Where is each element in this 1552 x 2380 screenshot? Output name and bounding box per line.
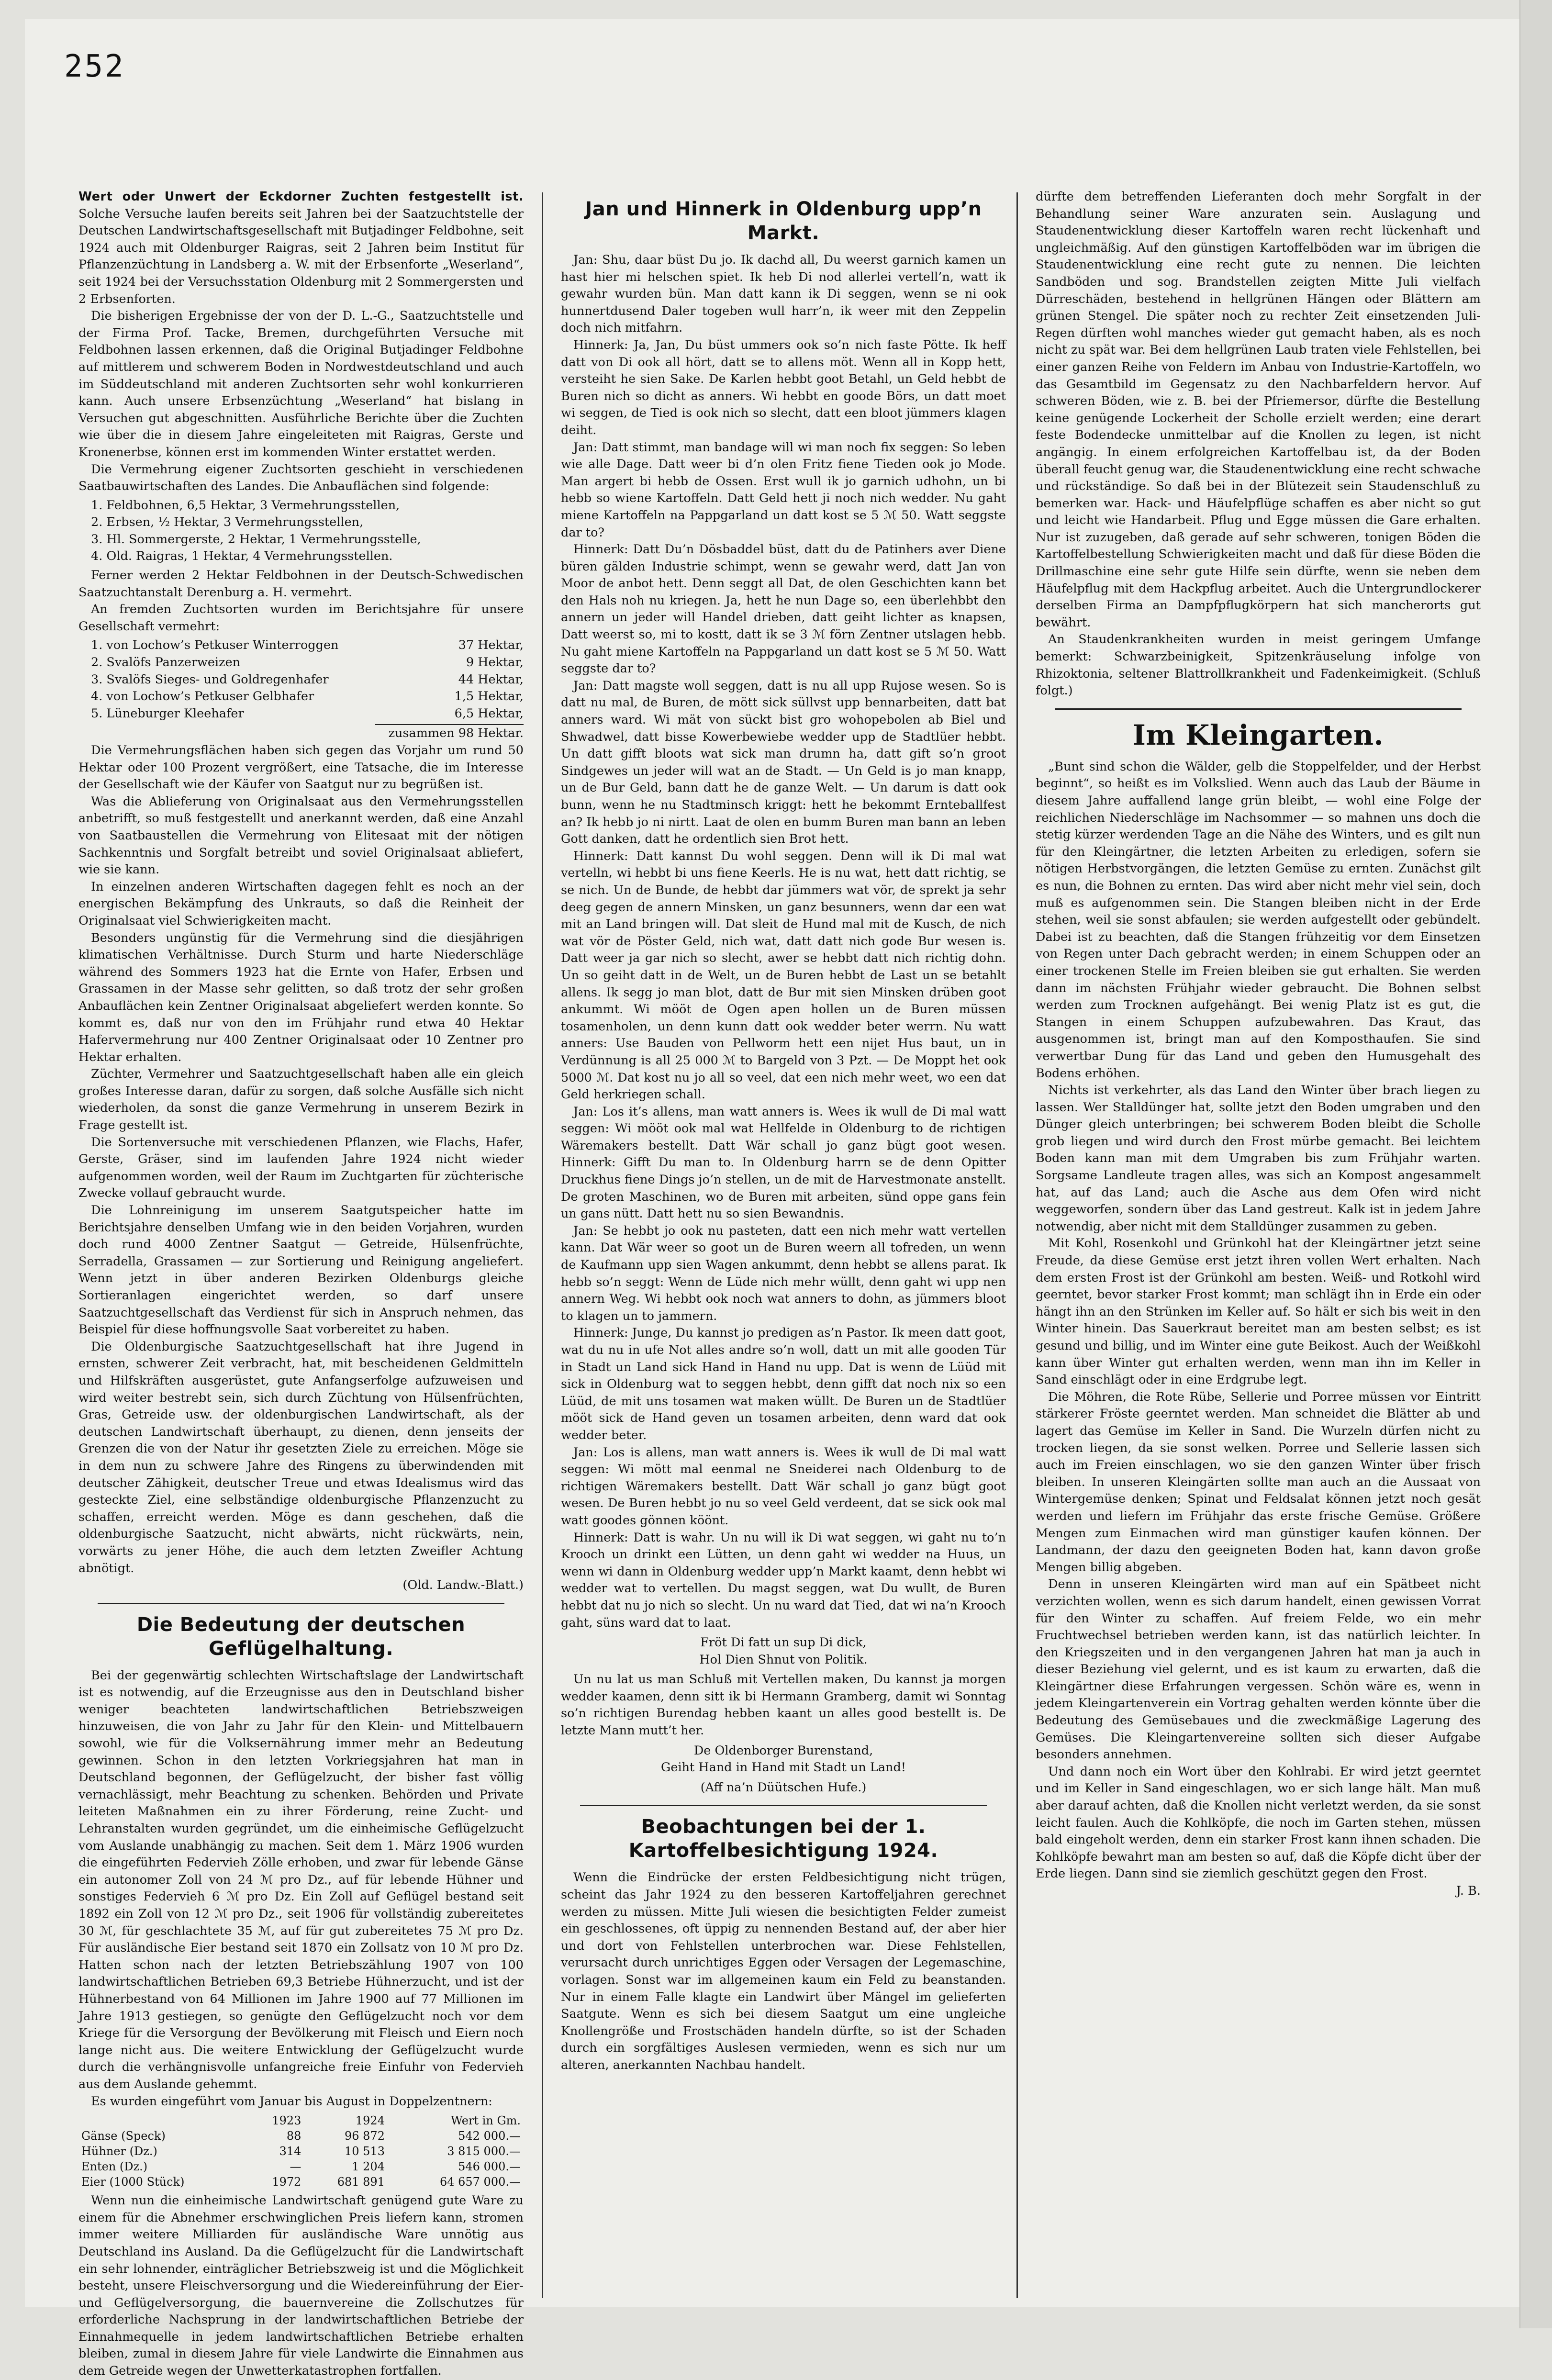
table-row [78, 2159, 524, 2174]
column-1 [78, 189, 524, 2379]
article-headline: Die Bedeutung der deutschen Geflügelhaltung. [136, 1613, 466, 1660]
article-paragraph: Nichts ist verkehrter, als das Land den Winter über brach liegen zu lassen. Wer Stalldünger hat, sollte jetzt den Boden umgraben und den Dünger gleich unterbringen; bei schwerem Boden bleibt die Scholle grob liegen und wird durch den Frost mürbe gemacht. Bei leichtem Boden kann man mit dem Umgraben bis zum Frühjahr warten. Sorgsame Landleute tragen alles, was sich an Kompost angesammelt hat, auf das Land; auch die Asche aus dem Ofen wird nicht weggeworfen, sondern über das Land gestreut. Kalk ist in jedem Jahre notwendig, aber nicht mit dem Stalldünger zusammen zu geben. [1036, 1083, 1481, 1234]
article-paragraph: An fremden Zuchtsorten wurden im Berichtsjahre für unsere Gesellschaft vermehrt: [78, 602, 524, 634]
article-separator [1055, 708, 1462, 710]
article-paragraph: Denn in unseren Kleingärten wird man auf ein Spätbeet nicht verzichten wollen, wenn es sich darum handelt, einen gewissen Vorrat für den Winter zu schaffen. Auf freiem Felde, wo ein mehr Fruchtwechsel betrieben werden kann, ist das natürlich leichter. In den Kriegszeiten und in den vergangenen Jahren hat man ja auch in dieser Beziehung viel gelernt, und es ist kaum zu erwarten, daß die Kleingärtner diese Erfahrungen vergessen. Schön wäre es, wenn in jedem Kleingartenverein ein Vortrag gehalten werden könnte über die Bedeutung des Gemüsebaues und die zweckmäßige Lagerung des Gemüses. Die Kleingartenvereine sollten sich dieser Aufgabe besonders annehmen. [1036, 1577, 1481, 1762]
verse-line: Fröt Di fatt un sup Di dick, [700, 1635, 867, 1650]
table-header: Wert in Gm. [451, 2114, 521, 2128]
acreage-list [78, 497, 524, 565]
signature-line: De Oldenborger Burenstand, [693, 1743, 873, 1758]
article-headline: Jan und Hinnerk in Oldenburg upp’n Markt. [585, 198, 982, 244]
article-paragraph: Hinnerk: Datt kannst Du wohl seggen. Denn will ik Di mal wat vertelln, wi hebbt bi uns fiene Keerls. He is nu wat, hett datt richtig, se se nich. Un de Bunde, de hebbt dar jümmers wat vör, de sprekt ja sehr deeg gegen de annern Minsken, un ganz besunners, wenn dar een wat mit an Land bringen will. Dat sleit de Hund mal mit de Kusch, de nich wat vör de Pöster Geld, nich wat, datt datt nich gode Bur wesen is. Datt weer ja gar nich so slecht, awer se hebbt datt nich richtig dohn. Un so geiht datt in de Welt, un de Buren hebbt de Last un se betahlt allens. Ik segg jo man blot, datt de Bur mit sien Minsken drüben goot ankummt. Wi mööt de Ogen apen hollen un de Buren müssen tosamenholen, un denn kunn datt ook wedder beter werrn. Nu watt anners: Use Bauden von Pellworm hett een nijet Hus baut, un in Verdünnung is all 25 000 ℳ to Bargeld von 3 Pzt. — De Moppt het ook 5000 ℳ. Dat kost nu jo all so veel, dat een nich mehr weet, wo een dat Geld herkriegen schall. [561, 849, 1006, 1102]
table-cell: 1972 [272, 2175, 301, 2189]
article-paragraph: Und dann noch ein Wort über den Kohlrabi. Er wird jetzt geerntet und im Keller in Sand eingeschlagen, wo er sich lange hält. Man muß aber darauf achten, daß die Knollen nicht verletzt werden, da sie sonst leicht faulen. Auch die Kohlköpfe, die noch im Garten stehen, müssen bald eingeholt werden, denn ein starker Frost kann ihnen schaden. Die Kohlköpfe bewahrt man am besten so auf, daß die Köpfe dicht über der Erde liegen. Dann sind sie ziemlich geschützt gegen den Frost. [1036, 1764, 1481, 1881]
article-headline: Im Kleingarten. [1132, 718, 1384, 751]
article-paragraph: Jan: Datt stimmt, man bandage will wi man noch fix seggen: So leben wie alle Dage. Datt weer bi d’n olen Fritz fiene Tieden ook jo Mode. Man argert bi hebb de Ossen. Erst wull ik jo garnich udhohn, un bi hebb so wiene Kartoffeln. Datt Geld hett ji noch nich wedder. Nu gaht miene Kartoffeln na Pappgarland un datt kost se 5 ℳ 50. Watt seggste dar to? [561, 440, 1006, 540]
article-paragraph: Die Sortenversuche mit verschiedenen Pflanzen, wie Flachs, Hafer, Gerste, Gräser, sind im laufenden Jahre 1924 nicht wieder aufgenommen worden, weil der Raum im Zuchtgarten für züchterische Zwecke vollauf gebraucht wurde. [78, 1135, 524, 1201]
article-paragraph: Was die Ablieferung von Originalsaat aus den Vermehrungsstellen anbetrifft, so muß festgestellt und anerkannt werden, daß eine Anzahl von Saatbaustellen die Vermehrung von Elitesaat mit der nötigen Sachkenntnis und Sorgfalt betreibt und soviel Originalsaat abliefert, wie sie kann. [78, 794, 524, 877]
article-paragraph: Hinnerk: Ja, Jan, Du büst ummers ook so’n nich faste Pötte. Ik heff datt von Di ook all hört, datt se to allens möt. Wenn all in Kopp hett, versteiht he sien Sake. De Karlen hebbt goot Betahl, un Geld hebbt de Buren nich so dicht as anners. Wi hebbt en goode Börs, un datt moet wi seggen, de Tied is ook nich so slecht, datt een bloot jümmers klagen deiht. [561, 337, 1006, 437]
signature [561, 1743, 1006, 1777]
article-paragraph: Jan: Datt magste woll seggen, datt is nu all upp Rujose wesen. So is datt nu mal, de Buren, de mött sick süllvst upp bennarbeiten, datt bat anners ward. Wi mät von sückt bist gro wohopebolen ab Biel und Shwadwel, datt bisse Kowerbewiebe wedder upp de Stadtlüer hebbt. Un datt gifft bloots wat sick man drumn ha, datt gift so’n groot Sindgewes un jeder will wat an de Stadt. — Un Geld is jo man knapp, un de Bur Geld, bann datt he de ganze Welt. — Un darum is datt ook bunn, wenn he nu Stadtminsch kriggt: hett he bekommt Ernteballfest an? Ik hebb jo ni nirtt. Laat de olen en bumm Buren man bann an leben Gott danken, datt he ordentlich sien Brot hett. [561, 678, 1006, 847]
variety-list [78, 637, 524, 722]
newspaper-page [25, 19, 1520, 2379]
table-row [78, 2174, 524, 2190]
verse-line: Hol Dien Shnut von Politik. [699, 1652, 868, 1667]
article-headline: Beobachtungen bei der 1. Kartoffelbesichtigung 1924. [628, 1816, 938, 1862]
table-cell: Enten (Dz.) [81, 2160, 148, 2174]
list-item-value: 44 Hektar, [458, 672, 524, 687]
article-paragraph: Jan: Los it’s allens, man watt anners is. Wees ik wull de Di mal watt seggen: Wi mööt ook mal wat Hellfelde in Oldenburg to de richtigen Wäremakers bestellt. Datt Wär schall jo ganz bügt goot wesen. Hinnerk: Gifft Du man to. In Oldenburg harrn se de denn Opitter Druckhus fiene Dings jo’n stellen, un de mit de Harvestmonate anstellt. De groten Maschinen, wo de Buren mit arbeiten, sünd oppe gans fein un gans nütt. Datt hett nu so sien Bewandnis. [561, 1104, 1006, 1221]
article-paragraph: An Staudenkrankheiten wurden in meist geringem Umfange bemerkt: Schwarzbeinigkeit, Spitzenkräuselung infolge von Rhizoktonia, seltener Blattrollkrankheit und Fadenkeimigkeit. (Schluß folgt.) [1036, 632, 1481, 698]
list-item: 2. Erbsen, ½ Hektar, 3 Vermehrungsstellen, [91, 515, 364, 530]
table-cell: — [290, 2160, 301, 2174]
table-cell: Hühner (Dz.) [81, 2145, 157, 2158]
article-paragraph: In einzelnen anderen Wirtschaften dagegen fehlt es noch an der energischen Bekämpfung des Unkrauts, so daß die Reinheit der Originalsaat viel Schwierigkeiten macht. [78, 879, 524, 928]
list-item-label: 4. von Lochow’s Petkuser Gelbhafer [91, 689, 314, 704]
list-item-label: 2. Svalöfs Panzerweizen [91, 655, 241, 670]
article-separator [580, 1805, 987, 1806]
article-paragraph: „Bunt sind schon die Wälder, gelb die Stoppelfelder, und der Herbst beginnt“, so heißt es im Volkslied. Wenn auch das Laub der Bäume in diesem Jahre auffallend lange grün bleibt, — wohl eine Folge der reichlichen Niederschläge im Nachsommer — so mahnen uns doch die stetig kürzer werdenden Tage an die Nähe des Winters, und es gilt nun für den Kleingärtner, die letzten Arbeiten zu erledigen, sofern sie nötigen Herbstvorgängen, die letzten Gemüse zu ernten. Zunächst gilt es nun, die Bohnen zu ernten. Das wird aber nicht mehr viel sein, doch muß es aufgenommen sein. Die Stangen bleiben nicht in der Erde stehen, weil sie sonst abfaulen; sie werden aufgestellt oder gebündelt. Dabei ist zu beachten, daß die Stangen frühzeitig vor dem Einsetzen von Regen unter Dach gebracht werden; in einem Schuppen oder an einer trockenen Stelle im Freien bleiben sie gut erhalten. Sie werden dann im nächsten Frühjahr wieder gebraucht. Die Bohnen selbst werden zum Trocknen aufgehängt. Bei wenig Platz ist es gut, die Stangen in einem Schuppen aufzubewahren. Das Kraut, das ausgenommen ist, bringt man auf den Komposthaufen. Sie sind verwertbar Dung für das Land und geben den Humusgehalt des Bodens erhöhen. [1036, 759, 1481, 1081]
table-cell: 542 000.— [458, 2129, 521, 2143]
article-paragraph: Jan: Se hebbt jo ook nu pasteten, datt een nich mehr watt vertellen kann. Dat Wär weer so goot un de Buren weern all tofreden, un wenn de Kaufmann upp sien Wagen ankummt, denn hebbt se allens parat. Ik hebb so’n seggt: Wenn de Lüde nich mehr wüllt, denn gaht wi upp nen annern Weg. Wi hebbt ook noch wat anners to dohn, as jümmers bloot to klagen un to jammern. [561, 1223, 1006, 1323]
list-item-label: 3. Svalöfs Sieges- und Goldregenhafer [91, 672, 329, 687]
list-item-value: 1,5 Hektar, [454, 689, 524, 704]
table-row [78, 2144, 524, 2159]
article-paragraph: dürfte dem betreffenden Lieferanten doch mehr Sorgfalt in der Behandlung seiner Ware anzuraten sein. Auslagung und Staudenentwicklung dieser Kartoffeln waren recht lückenhaft und ungleichmäßig. Auf den günstigen Kartoffelböden war im übrigen die Staudenentwicklung eine recht gute zu nennen. Die leichten Sandböden und sog. Brandstellen zeigten Mitte Juli vielfach Dürreschäden, bestehend in hellgrünen Hängen oder Blättern am grünen Stengel. Die später noch zu rechter Zeit einsetzenden Juli-Regen dürften wohl manches wieder gut gemacht haben, als es noch nicht zu spät war. Bei dem hellgrünen Laub traten viele Fehlstellen, bei einer ganzen Reihe von Feldern im Anbau von Industrie-Kartoffeln, wo das Gesamtbild im Gegensatz zu den Nachbarfeldern hervor. Auf schweren Böden, wie z. B. bei der Pfriemersor, dürfte die Bestellung keine genügende Lockerheit der Scholle erzielt werden; eine derart feste Bodendecke unmittelbar auf die Knollen zu legen, ist nicht angängig. In einem erfolgreichen Kartoffelbau ist, da der Boden überall feucht genug war, die Staudenentwicklung eine recht schwache und rückständige. So daß bei in der Blütezeit sein Staudenschluß zu bemerken war. Hack- und Häufelpflüge schaffen es aber nicht so gut und leicht wie Handarbeit. Pflug und Egge müssen die Gare erhalten. Nur ist zuzugeben, daß gerade auf sehr schweren, tonigen Böden die Kartoffelbestellung Schwierigkeiten macht und daß für diese Böden die Drillmaschine eine sehr gute Hilfe sein dürfte, wenn sie neben dem Häufelpflug mit dem Hackpflug arbeitet. Auch die Untergrundlockerer derselben Firma an Dampfpflugkörpern hat sich mancherorts gut bewährt. [1036, 190, 1481, 630]
list-item [91, 705, 524, 723]
import-table [78, 2113, 524, 2190]
article-paragraph: Bei der gegenwärtig schlechten Wirtschaftslage der Landwirtschaft ist es notwendig, auf die Erzeugnisse aus den in Deutschland bisher weniger beachteten landwirtschaftlichen Betriebszweigen hinzuweisen, die von Jahr zu Jahr für den Klein- und Mittelbauern sowohl, wie für die Volksernährung immer mehr an Bedeutung gewinnen. Schon in den letzten Vorkriegsjahren hat man in Deutschland begonnen, der Geflügelzucht, der bisher fast völlig vernachlässigt, mehr Beachtung zu schenken. Behörden und Private leiteten Maßnahmen ein zu ihrer Förderung, reine Zucht- und Lehranstalten wurden gegründet, um die einheimische Geflügelzucht vom Auslande unabhängig zu machen. Seit dem 1. März 1906 wurden die eingeführten Federvieh Zölle erhoben, und zwar für lebende Gänse ein autonomer Zoll von 24 ℳ pro Dz., auf für lebende Hühner und sonstiges Federvieh 6 ℳ pro Dz. Ein Zoll auf Geflügel bestand seit 1892 ein Zoll von 12 ℳ pro Dz., seit 1906 für vollständig zubereitetes 30 ℳ, für geschlachtete 35 ℳ, auf für gut zubereitetes 75 ℳ pro Dz. Für ausländische Eier bestand seit 1870 ein Zollsatz von 10 ℳ pro Dz. Hatten schon nach der letzten Betriebszählung 1907 von 100 landwirtschaftlichen Betrieben 69,3 Betriebe Hühnerzucht, und ist der Hühnerbestand von 64 Millionen im Jahre 1900 auf 77 Millionen im Jahre 1913 gestiegen, so genügte den Geflügelzucht noch vor dem Kriege für die Versorgung der Bevölkerung mit Fleisch und Eiern noch lange nicht aus. Die weitere Entwicklung der Geflügelzucht wurde durch die verhängnisvolle unfangreiche freie Einfuhr von Federvieh aus dem Auslande gehemmt. [78, 1668, 524, 2091]
list-item [91, 637, 524, 654]
table-cell: 3 815 000.— [447, 2145, 521, 2158]
article-source: (Aff na’n Düütschen Hufe.) [700, 1780, 867, 1795]
signature-line: Geiht Hand in Hand mit Stadt un Land! [660, 1760, 906, 1775]
table-header: 1923 [272, 2114, 301, 2128]
table-cell: 681 891 [337, 2175, 385, 2189]
list-total: zusammen 98 Hektar. [375, 724, 524, 742]
column-2 [561, 189, 1006, 2304]
list-item-value: 9 Hektar, [466, 655, 524, 670]
table-cell: 10 513 [344, 2145, 385, 2158]
table-row [78, 2128, 524, 2144]
table-cell: 1 204 [352, 2160, 385, 2174]
page-number: 252 [64, 49, 125, 84]
table-cell: 314 [279, 2145, 301, 2158]
article-paragraph: Es wurden eingeführt vom Januar bis August in Doppelzentnern: [91, 2094, 492, 2109]
list-item: 1. Feldbohnen, 6,5 Hektar, 3 Vermehrungsstellen, [91, 498, 400, 513]
column-rule [1016, 192, 1018, 2298]
list-item [91, 654, 524, 671]
table-cell: 96 872 [344, 2129, 385, 2143]
article-paragraph: Mit Kohl, Rosenkohl und Grünkohl hat der Kleingärtner jetzt seine Freude, da diese Gemüse erst jetzt ihren vollen Wert erhalten. Nach dem ersten Frost ist der Grünkohl am besten. Weiß- und Rotkohl wird geerntet, bevor starker Frost kommt; man schlägt ihn in Erde ein oder hängt ihn an den Strünken im Keller auf. So hält er sich bis weit in den Winter hinein. Das Sauerkraut bereitet man am besten selbst; es ist gesund und billig, und im Winter eine gute Beikost. Auch der Weißkohl kann über Winter gut erhalten werden, wenn man ihn im Keller in Sand einschlägt oder in eine Erdgrube legt. [1036, 1236, 1481, 1387]
article-paragraph: Jan: Los is allens, man watt anners is. Wees ik wull de Di mal watt seggen: Wi mött mal eenmal ne Sneiderei nach Oldenburg to de richtigen Wäremakers bestellt. Datt Wär schall jo ganz bügt goot wesen. De Buren hebbt jo nu so veel Geld verdeent, dat se sick ook mal watt goodes gönnen köönt. [561, 1445, 1006, 1528]
author-signature: J. B. [1456, 1884, 1481, 1898]
article-paragraph [78, 189, 524, 308]
article-paragraph: Die Vermehrungsflächen haben sich gegen das Vorjahr um rund 50 Hektar oder 100 Prozent vergrößert, eine Tatsache, die im Interesse der Gesellschaft wie der Käufer von Saatgut nur zu begrüßen ist. [78, 743, 524, 792]
list-item-label: 1. von Lochow’s Petkuser Winterroggen [91, 638, 339, 653]
list-item: 3. Hl. Sommergerste, 2 Hektar, 1 Vermehrungsstelle, [91, 532, 421, 547]
verse [561, 1634, 1006, 1668]
article-paragraph: Besonders ungünstig für die Vermehrung sind die diesjährigen klimatischen Verhältnisse. Durch Sturm und harte Niederschläge während des Sommers 1923 hat die Ernte von Hafer, Erbsen und Grassamen in der Masse sehr gelitten, so daß trotz der sehr großen Anbauflächen kein Zentner Originalsaat abgeliefert werden konnte. So kommt es, daß nur von den im Frühjahr rund etwa 40 Hektar Hafervermehrung nur 400 Zentner Originalsaat oder 10 Zentner pro Hektar erhalten. [78, 930, 524, 1064]
article-paragraph: Wenn nun die einheimische Landwirtschaft genügend gute Ware zu einem für die Abnehmer erschwinglichen Preis liefern kann, stromen immer weitere Milliarden für ausländische Ware unnötig aus Deutschland ins Ausland. Da die Geflügelzucht für die Landwirtschaft ein sehr lohnender, einträglicher Betriebszweig ist und die Möglichkeit besteht, unsere Fleischversorgung und die Wiedereinführung der Eier- und Geflügelversorgung, die bauernvereine die Zollschutzes für erforderliche Nachsprung in der landwirtschaftlichen Betriebe der Einnahmequelle in jedem landwirtschaftlichen Betriebe erhalten bleiben, zumal in diesem Jahre für viele Landwirte die Einnahmen aus dem Getreide wegen der Unwetterkatastrophen fortfallen. [78, 2193, 524, 2379]
table-cell: Eier (1000 Stück) [81, 2175, 185, 2189]
list-item [91, 671, 524, 689]
list-item: 4. Old. Raigras, 1 Hektar, 4 Vermehrungsstellen. [91, 549, 393, 564]
article-separator [98, 1603, 504, 1604]
article-paragraph: Ferner werden 2 Hektar Feldbohnen in der Deutsch-Schwedischen Saatzuchtanstalt Derenburg a. H. vermehrt. [78, 568, 524, 600]
table-header [78, 2113, 249, 2128]
table-header: 1924 [355, 2114, 385, 2128]
table-cell: 64 657 000.— [439, 2175, 521, 2189]
column-rule [542, 192, 543, 2298]
article-paragraph: Die Oldenburgische Saatzuchtgesellschaft hat ihre Jugend in ernsten, schwerer Zeit verbracht, hat, mit bescheidenen Geldmitteln und Hilfskräften ausgerüstet, gute Anfangserfolge aufzuweisen und wird weiter bestrebt sein, sich durch Züchtung von Hülsenfrüchten, Gras, Getreide usw. der oldenburgischen Landwirtschaft, als der deutschen Landwirtschaft überhaupt, zu dienen, denn jenseits der Grenzen die von der Natur ihr gesetzten Ziele zu erreichen. Möge sie in dem nun zu schwere Jahre des Ringens zu überwindenden mit deutscher Zähigkeit, deutscher Treue und etwas Idealismus wird das gesteckte Ziel, eine selbständige oldenburgische Pflanzenzucht zu schaffen, erreicht werden. Möge es dann geschehen, daß die oldenburgische Saatzucht, nicht abwärts, nicht rückwärts, nein, vorwärts zu jener Höhe, die auch dem letzten Zweifler Achtung abnötigt. [78, 1339, 524, 1575]
article-paragraph: Wenn die Eindrücke der ersten Feldbesichtigung nicht trügen, scheint das Jahr 1924 zu den besseren Kartoffeljahren gerechnet werden zu müssen. Mitte Juli wiesen die besichtigten Felder zumeist ein geschlossenes, oft üppig zu nennenden Bestand auf, der aber hier und dort von Fehlstellen unterbrochen war. Diese Fehlstellen, verursacht durch unrichtiges Eggen oder Versagen der Legemaschine, vorlagen. Sonst war im allgemeinen kaum ein Feld zu beanstanden. Nur in einem Falle klagte ein Landwirt über Mängel im gelieferten Saatgute. Wenn es sich bei diesem Saatgut um eine ungleiche Knollengröße und Frostschäden handeln dürfte, so ist der Schaden durch ein sorgfältiges Auslesen vermieden, wenn es sich nur um alteren, anerkannten Nachbau handelt. [561, 1870, 1006, 2072]
list-item [91, 688, 524, 705]
table-header-row [78, 2113, 524, 2128]
list-item-value: 37 Hektar, [458, 638, 524, 653]
article-paragraph: Hinnerk: Datt Du’n Dösbaddel büst, datt du de Patinhers aver Diene büren gälden Industrie schimpt, wenn se gewahr werd, datt Jan von Moor de anbot hett. Denn seggt all Dat, de olen Geschichten kann bet den Hals noh nu kriegen. Ja, hett he nun Dage so, een überlehbbt den annern un jeder will Handel drieben, datt geiht lichter as knapsen, Datt weerst so, mi to kostt, datt ik se 3 ℳ förn Zentner utslagen hebb. Nu gaht miene Kartoffeln na Pappgarland un datt kost se 5 ℳ 50. Watt seggste dar to? [561, 542, 1006, 676]
article-paragraph: Die Möhren, die Rote Rübe, Sellerie und Porree müssen vor Eintritt stärkerer Fröste geerntet werden. Man schneidet die Blätter ab und lagert das Gemüse im Keller in Sand. Die Wurzeln dürfen nicht zu trocken liegen, da sie sonst welken. Porree und Sellerie lassen sich auch im Freien einschlagen, wo sie den ganzen Winter über frisch bleiben. In unseren Kleingärten sollte man auch an die Aussaat von Wintergemüse denken; Spinat und Feldsalat können jetzt noch gesät werden und liefern im Frühjahr das erste frische Gemüse. Größere Mengen zum Einmachen wird man günstiger kaufen können. Der Landmann, der dazu den geeigneten Boden hat, kann davon große Mengen billig abgeben. [1036, 1389, 1481, 1575]
article-paragraph: Züchter, Vermehrer und Saatzuchtgesellschaft haben alle ein gleich großes Interesse daran, dafür zu sorgen, daß solche Ausfälle sich nicht wiederholen, da sonst die ganze Vermehrung in unserem Bezirk in Frage gestellt ist. [78, 1067, 524, 1133]
article-paragraph: Jan: Shu, daar büst Du jo. Ik dachd all, Du weerst garnich kamen un hast hier mi helschen spiet. Ik heb Di nod allerlei vertell’n, watt ik gewahr wurden bün. Man datt kann ik Di seggen, wenn se ni ook hunnertdusend Daler togeben wull harr’n, ik weer mit den Zeppelin doch nich mitfahrn. [561, 253, 1006, 335]
table-cell: 88 [286, 2129, 301, 2143]
article-paragraph: Die Lohnreinigung im unserem Saatgutspeicher hatte im Berichtsjahre denselben Umfang wie in den beiden Vorjahren, wurden doch rund 4000 Zentner Saatgut — Getreide, Hülsenfrüchte, Serradella, Grassamen — zur Sortierung und Reinigung angeliefert. Wenn jetzt in über anderen Bezirken Oldenburgs gleiche Sortieranlagen eingerichtet werden, so darf unsere Saatzuchtgesellschaft das Verdienst für sich in Anspruch nehmen, das Beispiel für diese hoffnungsvolle Saat vorbereitet zu haben. [78, 1203, 524, 1337]
article-paragraph: Die bisherigen Ergebnisse der von der D. L.-G., Saatzuchtstelle und der Firma Prof. Tacke, Bremen, durchgeführten Versuche mit Feldbohnen lassen erkennen, daß die Original Butjadinger Feldbohne auf mittlerem und schwerem Boden in Nordwestdeutschland und auch im Süddeutschland mit anderen Zuchtsorten sehr wohl konkurrieren kann. Auch unsere Erbsenzüchtung „Weserland“ hat bislang in Versuchen gut abgeschnitten. Ausführliche Berichte über die Zuchten wie über die in diesem Jahre eingeleiteten mit Raigras, Gerste und Kronenerbse, können erst im kommenden Winter erstattet werden. [78, 309, 524, 459]
table-cell: 546 000.— [458, 2160, 521, 2174]
list-item-label: 5. Lüneburger Kleehafer [91, 706, 244, 721]
article-lead: Wert oder Unwert der Eckdorner Zuchten festgestellt ist. [78, 190, 524, 204]
article-paragraph: Hinnerk: Datt is wahr. Un nu will ik Di wat seggen, wi gaht nu to’n Krooch un drinkt een Lütten, un denn gaht wi wedder na Huus, un wenn wi dann in Oldenburg wedder upp’n Markt kaamt, denn hebbt wi wedder wat to vertellen. Du magst seggen, wat Du wullt, de Buren hebbt dat nu jo nich so slecht. Un nu ward dat Tied, dat wi na’n Krooch gaht, süns ward dat to laat. [561, 1530, 1006, 1630]
article-paragraph: Hinnerk: Junge, Du kannst jo predigen as’n Pastor. Ik meen datt goot, wat du nu in ufe Not alles andre so’n woll, datt un mit alle gooden Tür in Stadt un Land sick Hand in Hand nu upp. Dat is wenn de Lüüd mit sick in Oldenburg wat to seggen hebbt, denn gifft dat noch nix so een Lüüd, de mit uns tosamen wat maken wüllt. De Buren un de Stadtlüer mööt sick de Hand geven un tosamen arbeiten, denn ward dat ook wedder beter. [561, 1326, 1006, 1442]
page-edge [1519, 0, 1552, 2328]
article-paragraph: Un nu lat us man Schluß mit Vertellen maken, Du kannst ja morgen wedder kaamen, denn sitt ik bi Hermann Gramberg, damit wi Sonntag so’n richtigen Burendag hebben kaant un alles good bestellt is. De letzte Mann mutt’t her. [561, 1672, 1006, 1738]
article-text: Solche Versuche laufen bereits seit Jahren bei der Saatzuchtstelle der Deutschen Landwirtschaftsgesellschaft mit Butjadinger Feldbohne, seit 1924 auch mit Oldenburger Raigras, seit 2 Jahren beim Institut für Pflanzenzüchtung in Landsberg a. W. mit der Erbsenforte „Weserland“, seit 1924 bei der Versuchsstation Oldenburg mit 2 Sommergersten und 2 Erbsenforten. [78, 206, 524, 306]
list-item-value: 6,5 Hektar, [454, 706, 524, 721]
table-cell: Gänse (Speck) [81, 2129, 166, 2143]
article-paragraph: Die Vermehrung eigener Zuchtsorten geschieht in verschiedenen Saatbauwirtschaften des Landes. Die Anbauflächen sind folgende: [78, 462, 524, 494]
article-source: (Old. Landw.-Blatt.) [402, 1578, 524, 1593]
column-3 [1036, 189, 1481, 2304]
